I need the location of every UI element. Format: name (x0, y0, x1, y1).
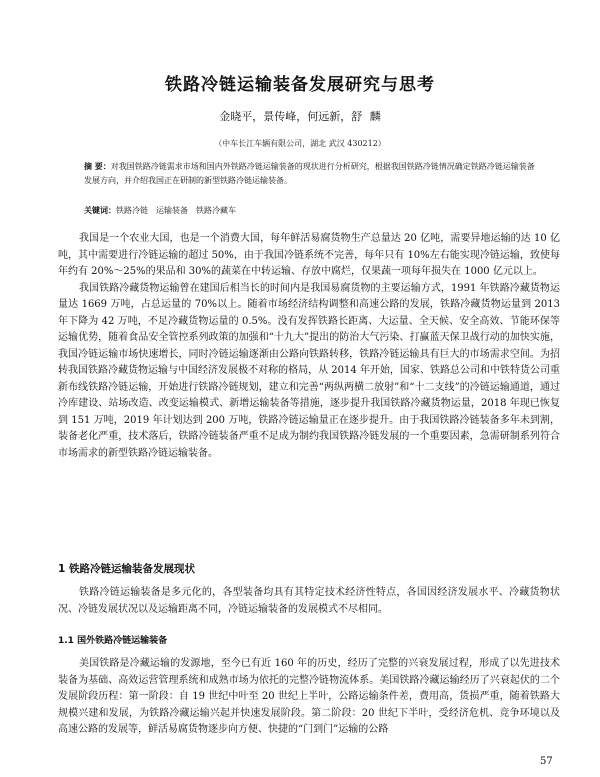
paper-title: 铁路冷链运输装备发展研究与思考 (165, 75, 435, 95)
section-1-1-heading: 1.1 国外铁路冷链运输装备 (58, 636, 168, 646)
keywords (84, 205, 536, 216)
keywords-text: 铁路冷链 运输装备 铁路冷藏车 (116, 206, 236, 215)
abstract (84, 160, 536, 188)
page-number: 57 (540, 756, 553, 767)
abstract-label: 摘 要： (84, 162, 111, 171)
keywords-label: 关键词： (84, 206, 116, 215)
affiliation: （中车长江车辆有限公司，湖北 武汉 430212） (214, 139, 386, 148)
intro-paragraph-1: 我国是一个农业大国，也是一个消费大国，每年鲜活易腐货物生产总量达 20 亿吨，需要异地运输的达 10 亿吨，其中需要进行冷链运输的超过 50%，由于我国冷链系统不完善，每年只有 10%左右能实现冷链运输，致使每年约有 20%～25%的果品和 30%的蔬菜在中转运输、存放中腐烂，仅果蔬一项每年损失在 1000 亿元以上。 (58, 233, 560, 277)
author-list: 金晓平，景传峰，何远新，舒 麟 (219, 110, 381, 123)
section-1-1 (58, 633, 560, 646)
section-1-body (58, 585, 560, 618)
section-1-1-paragraph: 美国铁路是冷藏运输的发源地，至今已有近 160 年的历史，经历了完整的兴衰发展过程，形成了以先进技术装备为基础、高效运营管理系统和成熟市场为依托的完整冷链物流体系。美国铁路冷藏运输经历了兴衰起伏的二个发展阶段历程：第一阶段：自 19 世纪中叶至 20 世纪上半叶，公路运输条件差，费用高，货损严重，随着铁路大规模兴建和发展，为铁路冷藏运输兴起并快速发展阶段。第二阶段：20 世纪下半叶，受经济危机、竞争环境以及高速公路的发展等，鲜活易腐货物逐步向方便、快捷的“门到门”运输的公路 (58, 658, 560, 735)
section-1-1-body (58, 656, 560, 739)
section-1 (58, 561, 560, 576)
abstract-text: 对我国铁路冷链需求市场和国内外铁路冷链运输装备的现状进行分析研究，根据我国铁路冷链情况确定铁路冷链运输装备发展方向，并介绍我国正在研制的新型铁路冷链运输装备。 (84, 162, 535, 185)
intro-paragraph-2: 我国铁路冷藏货物运输曾在建国后相当长的时间内是我国易腐货物的主要运输方式，1991 年铁路冷藏货物运量达 1669 万吨，占总运量的 70%以上。随着市场经济结构调整和高速公路的发展，铁路冷藏货物运量到 2013 年下降为 42 万吨，不足冷藏货物运量的 0.5%。没有发挥铁路长距离、大运量、全天候、安全高效、节能环保等运输优势，随着食品安全管控系列政策的加强和“十九大”提出的防治大气污染、打赢蓝天保卫战行动的加快实施，我国冷链运输市场快速增长，同时冷链运输逐渐由公路向铁路转移，铁路冷链运输具有巨大的市场需求空间。为招转我国铁路冷藏货物运输与中国经济发展极不对称的格局，从 2014 年开始，国家、铁路总公司和中铁特货公司重新布线铁路冷链运输，开始进行铁路冷链规划，建立和完善“两纵两横二放射”和“十二支线”的冷链运输通道，通过冷库建设、站场改造、改变运输模式、新增运输装备等措施，逐步提升我国铁路冷藏货物运量，2018 年现已恢复到 151 万吨，2019 年计划达到 200 万吨，铁路冷链运输量正在逐步提升。由于我国铁路冷链装备多年未到割，装备老化严重，技术落后，铁路冷链装备严重不足成为制约我国铁路冷链发展的一个重要因素，急需研制系列符合市场需求的新型铁路冷链运输装备。 (58, 282, 560, 459)
section-1-paragraph: 铁路冷链运输装备是多元化的，各型装备均具有其特定技术经济性特点，各国因经济发展水平、冷藏货物状况、冷链发展状况以及运输距离不同，冷链运输装备的发展模式不尽相同。 (58, 587, 560, 615)
section-1-heading: 1 铁路冷链运输装备发展现状 (58, 563, 195, 575)
introduction (58, 231, 560, 462)
